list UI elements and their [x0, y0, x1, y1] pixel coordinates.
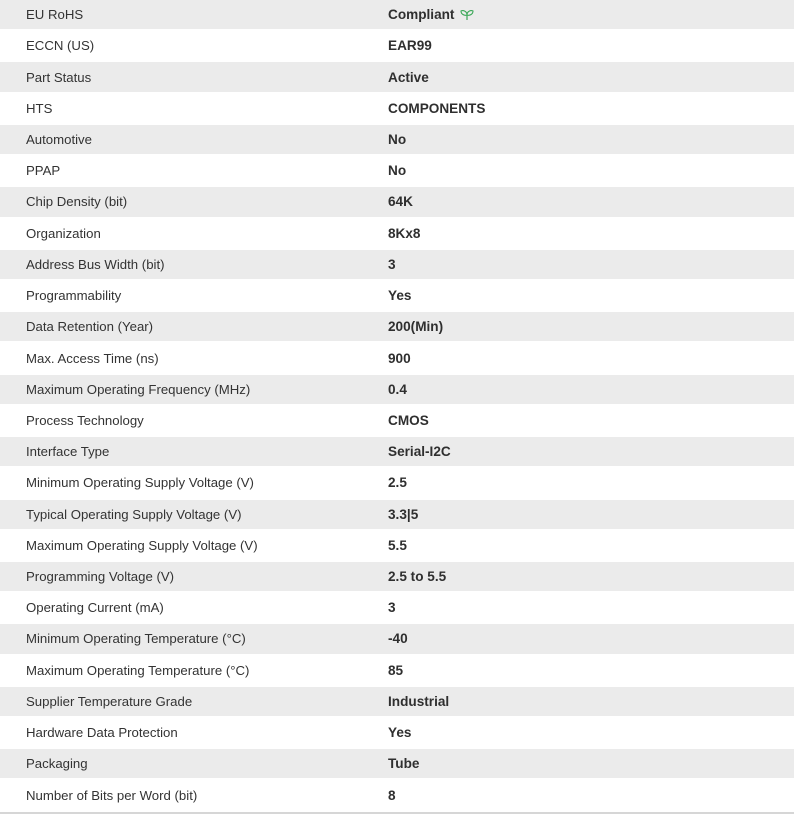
spec-row-operating-current — [0, 593, 794, 624]
spec-label: Maximum Operating Supply Voltage (V) — [26, 537, 258, 553]
spec-value: 2.5 to 5.5 — [388, 569, 447, 585]
spec-row-programmability — [0, 281, 794, 312]
spec-value: 3.3|5 — [388, 506, 419, 522]
spec-value: No — [388, 163, 407, 179]
spec-label: Minimum Operating Temperature (°C) — [26, 631, 246, 647]
leaf-icon — [460, 9, 474, 21]
spec-label: Packaging — [26, 756, 88, 772]
spec-value: Industrial — [388, 693, 450, 709]
spec-value: 3 — [388, 600, 396, 616]
spec-row-part-status — [0, 62, 794, 93]
spec-row-address-bus-width — [0, 250, 794, 281]
spec-label: HTS — [26, 100, 53, 116]
spec-value: 5.5 — [388, 537, 407, 553]
spec-label: Process Technology — [26, 412, 144, 428]
spec-row-eu-rohs — [0, 0, 794, 31]
spec-label: Chip Density (bit) — [26, 194, 128, 210]
spec-label: Maximum Operating Frequency (MHz) — [26, 381, 251, 397]
spec-value: 85 — [388, 662, 404, 678]
spec-label: Operating Current (mA) — [26, 600, 164, 616]
spec-value — [388, 7, 474, 22]
spec-value: 3 — [388, 256, 396, 272]
spec-row-supplier-temperature-grade — [0, 687, 794, 718]
spec-value: 8 — [388, 787, 396, 803]
spec-label: Part Status — [26, 69, 92, 85]
spec-row-min-operating-temperature — [0, 624, 794, 655]
spec-row-max-operating-frequency — [0, 375, 794, 406]
spec-label: Programming Voltage (V) — [26, 569, 175, 585]
spec-label: Max. Access Time (ns) — [26, 350, 159, 366]
spec-label: Supplier Temperature Grade — [26, 693, 193, 709]
spec-row-chip-density — [0, 187, 794, 218]
spec-label: PPAP — [26, 163, 61, 179]
spec-value: 8Kx8 — [388, 225, 421, 241]
spec-row-max-supply-voltage — [0, 531, 794, 562]
spec-label: Organization — [26, 225, 101, 241]
spec-row-data-retention — [0, 312, 794, 343]
spec-label: Typical Operating Supply Voltage (V) — [26, 506, 242, 522]
spec-value: Yes — [388, 725, 412, 741]
spec-row-max-operating-temperature — [0, 656, 794, 687]
spec-row-typical-supply-voltage — [0, 500, 794, 531]
spec-row-max-access-time — [0, 343, 794, 374]
spec-label: Data Retention (Year) — [26, 319, 154, 335]
spec-value: -40 — [388, 631, 408, 647]
spec-label: EU RoHS — [26, 7, 84, 23]
spec-row-interface-type — [0, 437, 794, 468]
spec-row-organization — [0, 219, 794, 250]
spec-value: Active — [388, 69, 429, 85]
spec-label: Address Bus Width (bit) — [26, 256, 165, 272]
spec-value: Tube — [388, 756, 420, 772]
spec-value: 900 — [388, 350, 411, 366]
spec-row-hts — [0, 94, 794, 125]
spec-row-eccn — [0, 31, 794, 62]
spec-row-min-supply-voltage — [0, 468, 794, 499]
spec-value: Yes — [388, 288, 412, 304]
spec-value: 2.5 — [388, 475, 407, 491]
spec-value: COMPONENTS — [388, 100, 486, 116]
spec-label: Number of Bits per Word (bit) — [26, 787, 198, 803]
spec-value: 0.4 — [388, 381, 407, 397]
spec-label: Hardware Data Protection — [26, 725, 178, 741]
spec-row-packaging — [0, 749, 794, 780]
spec-label: Programmability — [26, 288, 122, 304]
spec-value: 64K — [388, 194, 413, 210]
spec-label: Minimum Operating Supply Voltage (V) — [26, 475, 254, 491]
spec-row-hardware-data-protection — [0, 718, 794, 749]
spec-label: Automotive — [26, 131, 92, 147]
spec-label: Interface Type — [26, 444, 110, 460]
spec-row-process-technology — [0, 406, 794, 437]
spec-row-bits-per-word — [0, 780, 794, 811]
spec-value: CMOS — [388, 412, 429, 428]
spec-value-text: Compliant — [388, 7, 455, 23]
spec-value: Serial-I2C — [388, 444, 451, 460]
spec-label: ECCN (US) — [26, 38, 95, 54]
spec-label: Maximum Operating Temperature (°C) — [26, 662, 250, 678]
spec-row-programming-voltage — [0, 562, 794, 593]
spec-value: EAR99 — [388, 38, 432, 54]
spec-value: No — [388, 131, 407, 147]
spec-row-automotive — [0, 125, 794, 156]
spec-value: 200(Min) — [388, 319, 444, 335]
spec-row-ppap — [0, 156, 794, 187]
